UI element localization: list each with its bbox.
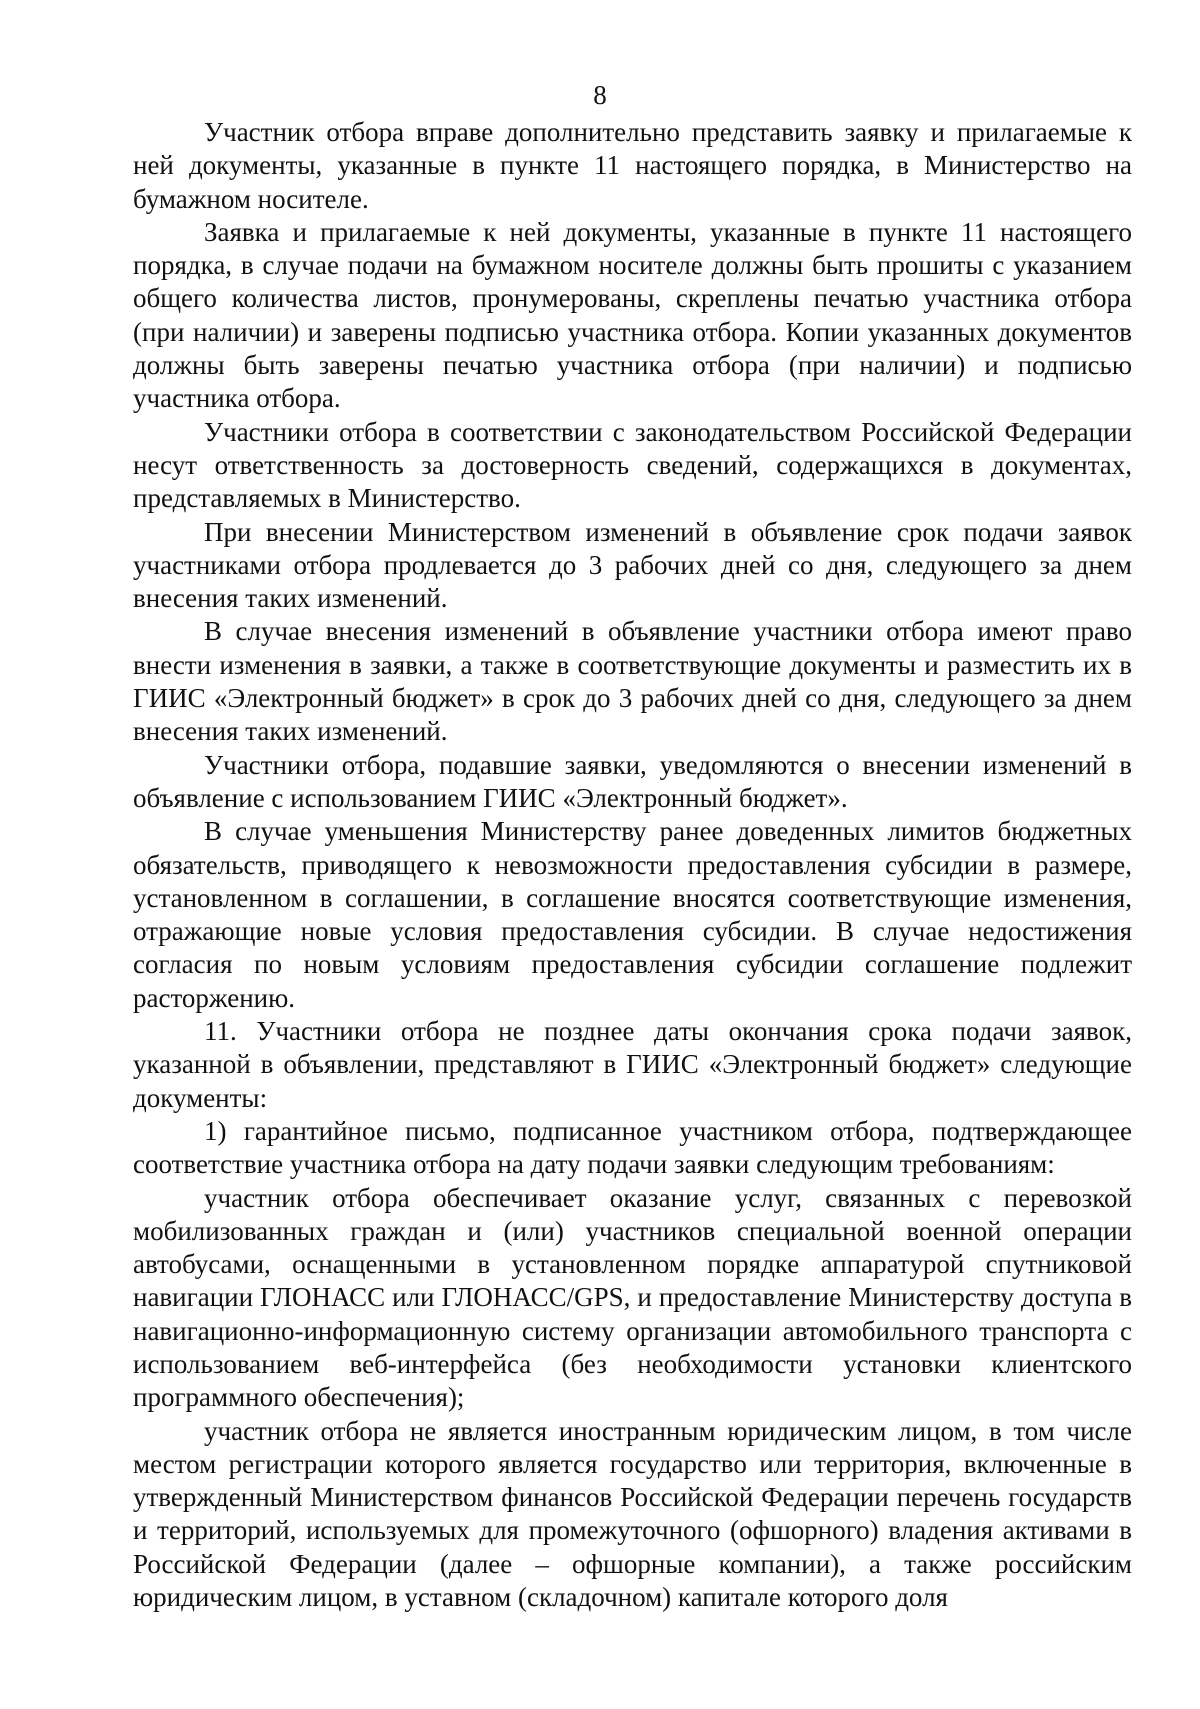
paragraph: В случае внесения изменений в объявление участники отбора имеют право внести изменения в заявки, а также в соответствующие документы и разместить их в ГИИС «Электронный бюджет» в срок до 3 рабочих дней со дня, следующего за днем внесения таких изменений. (133, 616, 1132, 747)
paragraph: 11. Участники отбора не позднее даты окончания срока подачи заявок, указанной в объявлении, представляют в ГИИС «Электронный бюджет» следующие документы: (133, 1016, 1132, 1113)
paragraph: Участники отбора в соответствии с законодательством Российской Федерации несут ответственность за достоверность сведений, содержащихся в документах, представляемых в Министерство. (133, 416, 1132, 514)
paragraph: Участник отбора вправе дополнительно представить заявку и прилагаемые к ней документы, указанные в пункте 11 настоящего порядка, в Министерство на бумажном носителе. (133, 117, 1132, 214)
paragraph: В случае уменьшения Министерству ранее доведенных лимитов бюджетных обязательств, приводящего к невозможности предоставления субсидии в размере, установленном в соглашении, в соглашение вносятся соответствующие изменения, отражающие новые условия предоставления субсидии. В случае недостижения согласия по новым условиям предоставления субсидии соглашение подлежит расторжению. (133, 816, 1132, 1013)
paragraph: При внесении Министерством изменений в объявление срок подачи заявок участниками отбора продлевается до 3 рабочих дней со дня, следующего за днем внесения таких изменений. (133, 516, 1132, 614)
paragraph: участник отбора не является иностранным юридическим лицом, в том числе местом регистрации которого является государство или территория, включенные в утвержденный Министерством финансов Российской Федерации перечень государств и территорий, используемых для промежуточного (офшорного) владения активами в Российской Федерации (далее – офшорные компании), а также российским юридическим лицом, в уставном (складочном) капитале которого доля (133, 1415, 1132, 1613)
document-body (133, 116, 1132, 1614)
paragraph: 1) гарантийное письмо, подписанное участником отбора, подтверждающее соответствие участника отбора на дату подачи заявки следующим требованиям: (133, 1115, 1132, 1180)
paragraph: участник отбора обеспечивает оказание услуг, связанных с перевозкой мобилизованных граждан и (или) участников специальной военной операции автобусами, оснащенными в установленном порядке аппаратурой спутниковой навигации ГЛОНАСС или ГЛОНАСС/GPS, и предоставление Министерству доступа в навигационно-информационную систему организации автомобильного транспорта с использованием веб-интерфейса (без необходимости установки клиентского программного обеспечения); (133, 1182, 1132, 1413)
paragraph: Участники отбора, подавшие заявки, уведомляются о внесении изменений в объявление с использованием ГИИС «Электронный бюджет». (133, 749, 1132, 813)
page-number: 8 (593, 80, 607, 110)
paragraph: Заявка и прилагаемые к ней документы, указанные в пункте 11 настоящего порядка, в случае подачи на бумажном носителе должны быть прошиты с указанием общего количества листов, пронумерованы, скреплены печатью участника отбора (при наличии) и заверены подписью участника отбора. Копии указанных документов должны быть заверены печатью участника отбора (при наличии) и подписью участника отбора. (133, 216, 1132, 414)
